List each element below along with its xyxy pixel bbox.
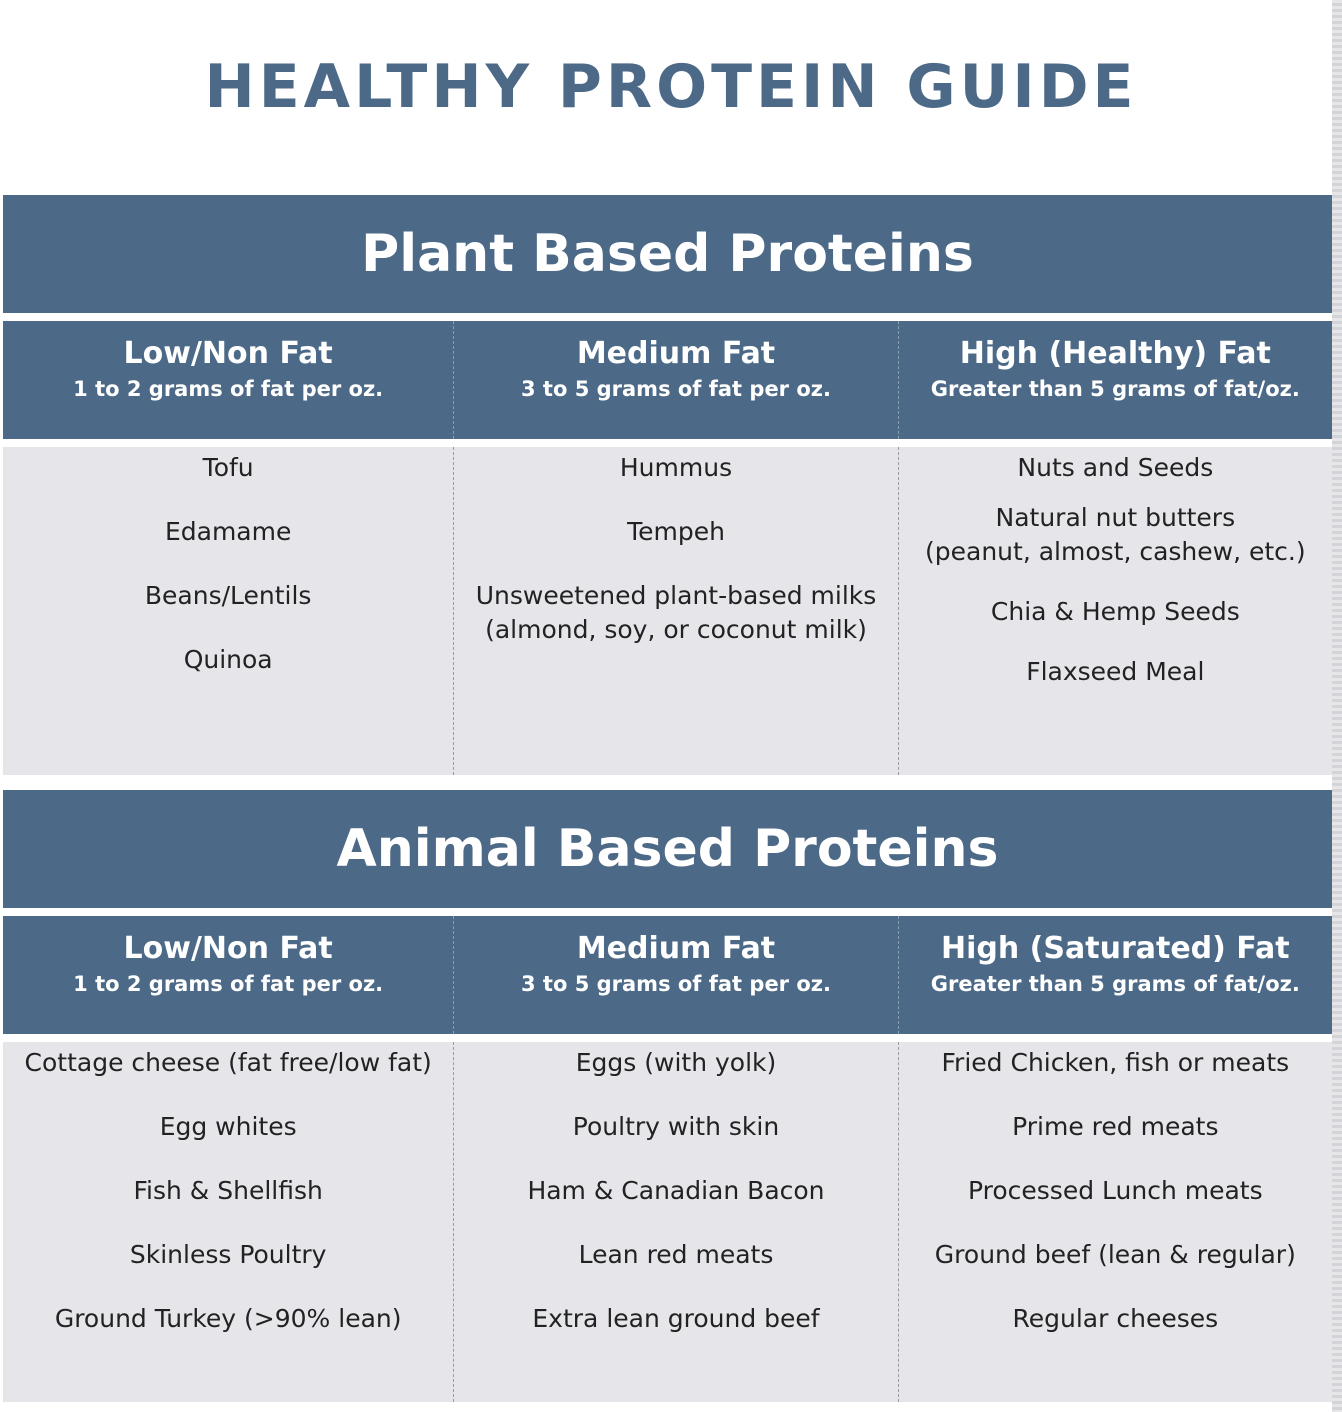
food-item: Beans/Lentils [144,581,312,610]
food-item [454,579,897,647]
food-item: Ground beef (lean & regular) [934,1240,1296,1269]
food-item [899,501,1332,569]
food-item: Eggs (with yolk) [575,1048,777,1077]
category-description: 1 to 2 grams of fat per oz. [73,377,384,401]
food-items-row [3,447,1332,775]
divider [6,908,1329,912]
food-item-detail: (peanut, almost, cashew, etc.) [925,537,1306,566]
category-name: Medium Fat [576,336,776,371]
food-item: Edamame [164,517,292,546]
section-heading: Animal Based Proteins [3,790,1332,908]
category-medium-fat [453,916,897,1034]
food-item: Processed Lunch meats [968,1176,1263,1205]
food-list-medium-fat [453,447,897,775]
food-item: Egg whites [159,1112,297,1141]
category-name: Medium Fat [576,931,776,966]
food-item: Hummus [619,453,733,482]
category-high-fat [898,321,1332,439]
food-item: Flaxseed Meal [1026,657,1205,686]
category-description: 3 to 5 grams of fat per oz. [521,972,831,996]
category-header-row [3,916,1332,1034]
food-list-low-fat [3,1042,453,1402]
food-item: Lean red meats [578,1240,774,1269]
plant-proteins-section [3,195,1332,775]
category-name: High (Healthy) Fat [959,336,1271,371]
food-item: Chia & Hemp Seeds [990,597,1240,626]
category-description: 3 to 5 grams of fat per oz. [521,377,831,401]
food-item: Quinoa [183,645,273,674]
food-list-low-fat [3,447,453,775]
food-item: Nuts and Seeds [1017,453,1214,482]
category-medium-fat [453,321,897,439]
food-item-name: Unsweetened plant-based milks [475,581,877,610]
category-description: 1 to 2 grams of fat per oz. [73,972,384,996]
category-name: Low/Non Fat [123,931,333,966]
food-item: Ham & Canadian Bacon [527,1176,825,1205]
divider [6,313,1329,317]
food-item: Fish & Shellfish [133,1176,323,1205]
food-list-high-fat [898,1042,1332,1402]
food-item: Cottage cheese (fat free/low fat) [24,1048,432,1077]
category-name: High (Saturated) Fat [941,931,1290,966]
category-high-fat [898,916,1332,1034]
food-item: Tempeh [627,517,725,546]
page-title: HEALTHY PROTEIN GUIDE [204,52,1138,122]
food-item: Fried Chicken, fish or meats [941,1048,1290,1077]
category-low-fat [3,321,453,439]
food-list-high-fat [898,447,1332,775]
food-item: Tofu [202,453,254,482]
category-description: Greater than 5 grams of fat/oz. [930,972,1300,996]
food-item: Regular cheeses [1012,1304,1219,1333]
page-edge-decoration [1332,0,1342,1412]
animal-proteins-section [3,790,1332,1402]
food-item: Ground Turkey (>90% lean) [54,1304,402,1333]
food-list-medium-fat [453,1042,897,1402]
category-name: Low/Non Fat [123,336,333,371]
section-heading: Plant Based Proteins [3,195,1332,313]
category-low-fat [3,916,453,1034]
food-item: Extra lean ground beef [532,1304,820,1333]
category-header-row [3,321,1332,439]
food-item: Poultry with skin [572,1112,780,1141]
food-item-detail: (almond, soy, or coconut milk) [485,615,867,644]
food-item: Prime red meats [1012,1112,1219,1141]
food-item: Skinless Poultry [129,1240,327,1269]
category-description: Greater than 5 grams of fat/oz. [930,377,1300,401]
food-item-name: Natural nut butters [995,503,1236,532]
food-items-row [3,1042,1332,1402]
